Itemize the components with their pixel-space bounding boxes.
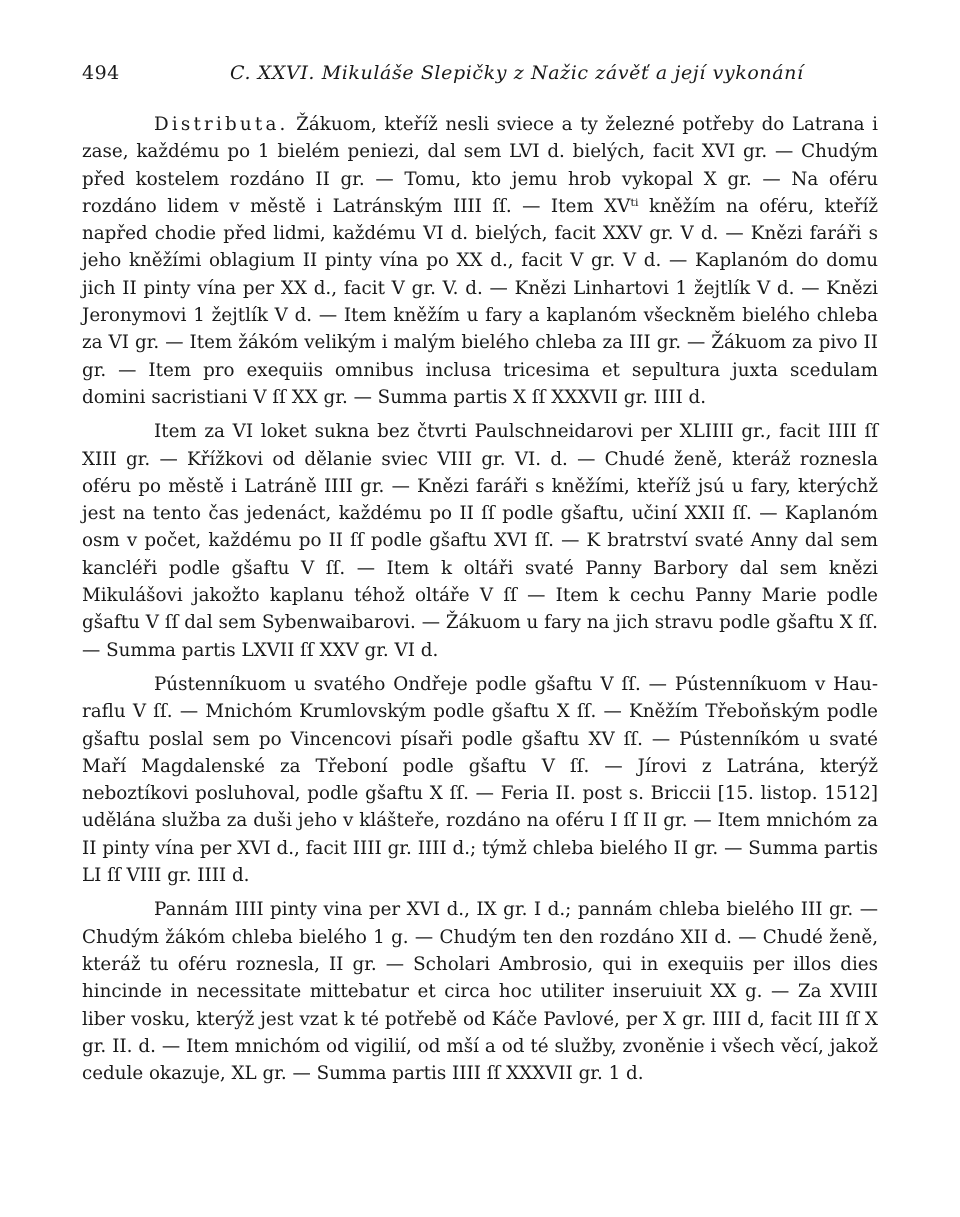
- paragraph-distributa: [82, 111, 878, 411]
- body-text: [82, 111, 878, 1094]
- paragraph-text: Pannám IIII pinty vina per XVI d., IX gr. I d.; pannám chleba bieléһо III gr. — Chudým žákóm chleba bieléһо 1 g. — Chudým ten den rozdáno XII d. — Chudé ženě, kteráž tu oféru roznesla, II gr. — Scholari Ambrosio, qui in exequiis per illos dies hincinde in necessitate mittebatur et circa hoc utiliter inseruiuit XX g. — Za XVIII liber vosku, kterýž jest vzat k té potřebě od Káče Pavlové, per X gr. IIII d, facit III ſſ X gr. II. d. — Item mnichóm od vigilií, od mší a od té služby, zvoněnie i všech věcí, jakož cedule okazuje, XL gr. — Summa partis IIII ſſ XXXVII gr. 1 d.: [82, 899, 878, 1085]
- section-lead: Distributa.: [154, 114, 289, 135]
- running-head: [82, 62, 878, 90]
- running-title: C. XXVI. Mikuláše Slepičky z Nažic závěť a její vykonání: [230, 62, 804, 84]
- paragraph-text: Pústenníkuom u svatého Ondřeje podle gšaftu V ſſ. — Pústenníkuom v Hauraflu V ſſ. — Mnichóm Krumlovským podle gšaftu X ſſ. — Kněžím Třeboňským podle gšaftu poslal sem po Vincencovi písaři podle gšaftu XV ſſ. — Pústenníkóm u svaté Maří Magdalenské za Třeboní podle gšaftu V ſſ. — Jírovi z Latrána, kterýž neboztíkovi posluhoval, podle gšaftu X ſſ. — Feria II. post s. Briccii [15. listop. 1512] udělána služba za duši jeho v klášteře, rozdáno na oféru I ſſ II gr. — Item mnichóm za II pinty vína per XVI d., facit IIII gr. IIII d.; týmž chleba bieléһо II gr. — Summa partis LI ſſ VIII gr. IIII d.: [82, 673, 878, 887]
- paragraph-sukna: [82, 418, 878, 664]
- paragraph-pustennikuom: [82, 671, 878, 889]
- paragraph-text: Žákuom, kteříž nesli sviece a ty železné potřeby do Latrana i zase, každému po 1 bielém peniezi, dal sem LVI d. bielých, facit XVI gr. — Chudým před kostelem rozdáno II gr. — Tomu, kto jemu hrob vykopal X gr. — Na oféru rozdáno lidem v městě i Latránským IIII ſſ. — Item XVᵗⁱ kněžím na oféru, kteříž napřed chodie před lidmi, každému VI d. bielých, facit XXV gr. V d. — Knězi faráři s jeho kněžími oblagium II pinty vína po XX d., facit V gr. V d. — Kaplanóm do domu jich II pinty vína per XX d., facit V gr. V. d. — Knězi Linhartovi 1 žejtlík V d. — Knězi Jeronymovi 1 žejtlík V d. — Item kněžím u fary a kaplanóm všeckněm bieléһо chleba za VI gr. — Item žákóm velikým i malým bieléһо chleba za III gr. — Žákuom za pivo II gr. — Item pro exequiis omnibus inclusa tricesima et sepultura juxta scedulam domini sacristiani V ſſ XX gr. — Summa partis X ſſ XXXVII gr. IIII d.: [82, 114, 878, 408]
- paragraph-pannam: [82, 896, 878, 1087]
- paragraph-text: Item za VI loket sukna bez čtvrti Paulschneidarovi per XLIIII gr., facit IIII ſſ XIII gr. — Křížkovi od dělanie sviec VIII gr. VI. d. — Chudé ženě, kteráž roznesla oféru po městě i Latráně IIII gr. — Knězi faráři s kněžími, kteříž jsú u fary, kterýchž jest na tento čas jedenáct, každému po II ſſ podle gšaftu, učiní XXII ſſ. — Kaplanóm osm v počet, každému po II ſſ podle gšaftu XVI ſſ. — K bratrství svaté Anny dal sem kancléři podle gšaftu V ſſ. — Item k oltáři svaté Panny Barbory dal sem knězi Mikulášovi jakožto kaplanu téhož oltáře V ſſ — Item k cechu Panny Marie podle gšaftu V ſſ dal sem Sybenwaibarovi. — Žákuom u fary na jich stravu podle gšaftu X ſſ. — Summa partis LXVII ſſ XXV gr. VI d.: [82, 421, 878, 661]
- page-number: 494: [82, 62, 120, 84]
